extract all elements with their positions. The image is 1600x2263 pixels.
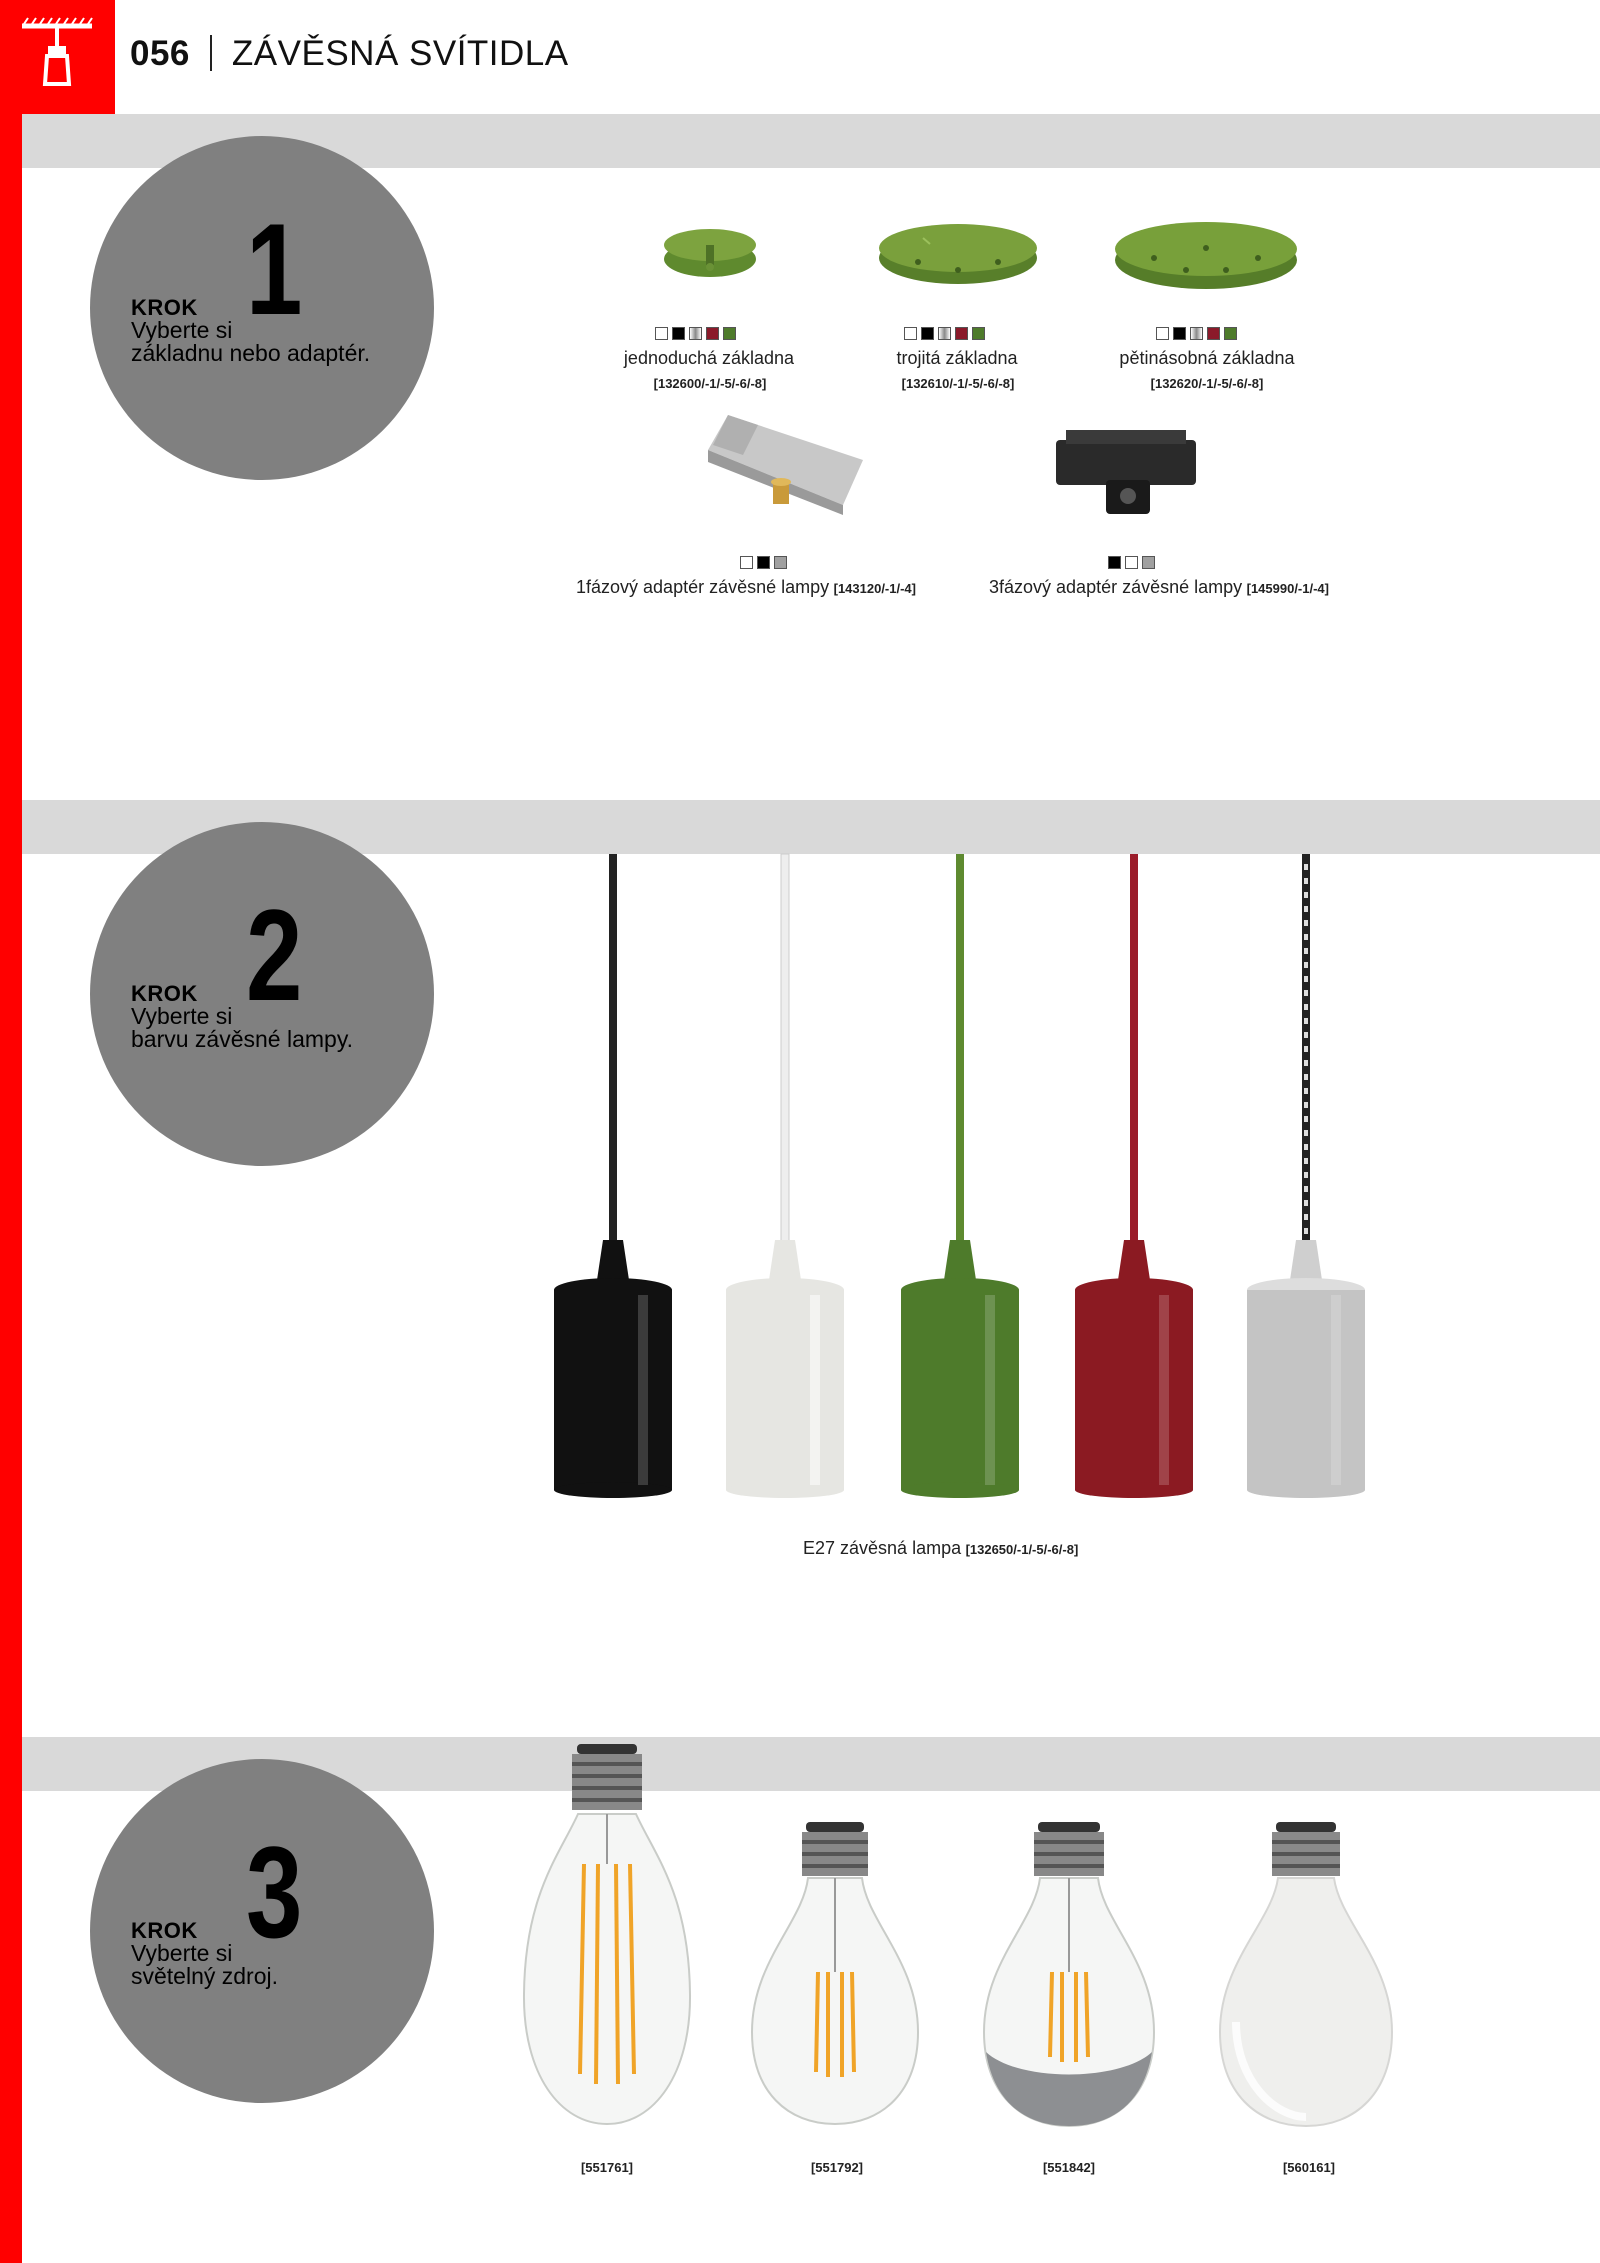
step-number: 1 <box>246 196 303 342</box>
base-name: pětinásobná základna <box>1119 348 1295 368</box>
base-code: [132600/-1/-5/-6/-8] <box>653 376 767 391</box>
pendant-code: [132650/-1/-5/-6/-8] <box>965 1542 1079 1557</box>
step-text-line2: světelný zdroj. <box>131 1963 279 1989</box>
step-text-line2: základnu nebo adaptér. <box>131 340 371 366</box>
pendant-lamp <box>554 854 672 1498</box>
step-text-line1: Vyberte si <box>131 1003 233 1029</box>
pendant-name: E27 závěsná lampa <box>803 1538 962 1558</box>
page-title: ZÁVĚSNÁ SVÍTIDLA <box>231 34 569 73</box>
page-number: 056 <box>130 34 190 73</box>
step-text-line2: barvu závěsné lampy. <box>131 1026 354 1052</box>
adapter-name: 3fázový adaptér závěsné lampy <box>989 577 1243 597</box>
pendant-lamp <box>1247 854 1365 1498</box>
bulb-code: [551842] <box>1042 2160 1096 2175</box>
filament-bulb-image <box>748 1822 922 2126</box>
pendant-lamp <box>1075 854 1193 1498</box>
step-krok: KROK <box>131 295 198 320</box>
base-code: [132610/-1/-5/-6/-8] <box>901 376 1015 391</box>
base-code: [132620/-1/-5/-6/-8] <box>1150 376 1264 391</box>
base-name: jednoduchá základna <box>623 348 795 368</box>
adapter-name: 1fázový adaptér závěsné lampy <box>576 577 830 597</box>
edison-filament-bulb-image <box>520 1744 694 2128</box>
frosted-led-bulb-image <box>1216 1822 1396 2128</box>
step-krok: KROK <box>131 1918 198 1943</box>
bulb-code: [551761] <box>580 2160 634 2175</box>
step-number: 2 <box>246 882 303 1028</box>
bulb-code: [560161] <box>1282 2160 1336 2175</box>
adapter-code: [143120/-1/-4] <box>833 581 916 596</box>
pendant-caption <box>803 1538 1078 1559</box>
adapter-code: [145990/-1/-4] <box>1246 581 1329 596</box>
mirror-top-bulb-image <box>980 1822 1158 2128</box>
step-text-line1: Vyberte si <box>131 1940 233 1966</box>
pendant-lamp <box>726 854 844 1498</box>
bulb-code: [551792] <box>810 2160 864 2175</box>
base-name: trojitá základna <box>896 348 1018 368</box>
step-text-line1: Vyberte si <box>131 317 233 343</box>
pendant-lamp <box>901 854 1019 1498</box>
step-krok: KROK <box>131 981 198 1006</box>
step-number: 3 <box>246 1819 303 1965</box>
